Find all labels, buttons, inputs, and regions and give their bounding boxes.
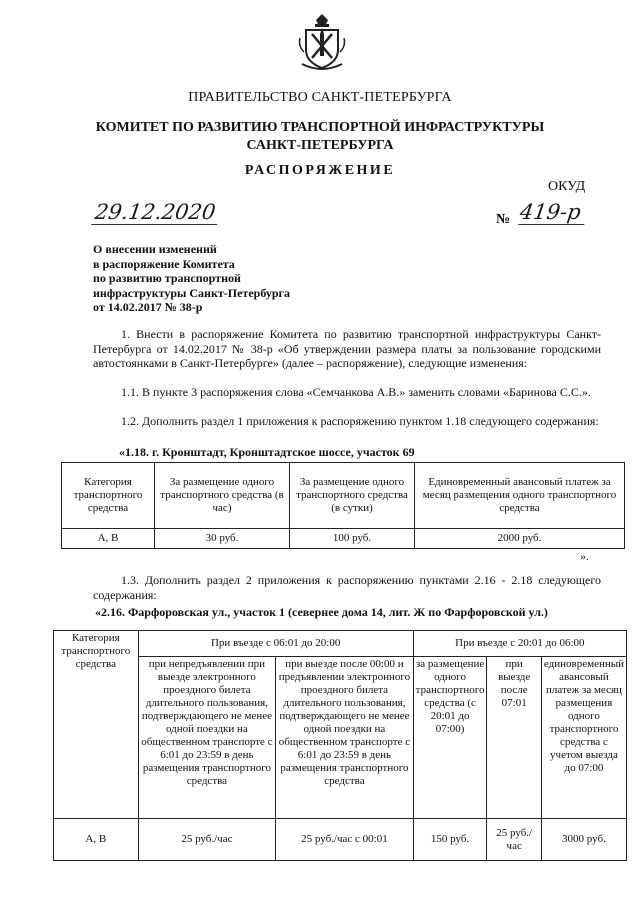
- table2-header-night: При въезде с 20:01 до 06:00: [413, 631, 626, 657]
- tariff-table-2: [53, 630, 627, 861]
- table2-subheader: при непредъявлении при выезде электронного проездного билета длительного пользования, подтверждающего не менее одной поездки на общественном транспорте с 6:01 до 23:59 в день размещения транспортного средства: [138, 657, 276, 819]
- government-name: ПРАВИТЕЛЬСТВО САНКТ-ПЕТЕРБУРГА: [188, 90, 452, 105]
- item-1-18-title: «1.18. г. Кронштадт, Кронштадтское шоссе, участок 69: [119, 445, 415, 459]
- subject-line: в распоряжение Комитета: [93, 256, 235, 271]
- order-number: 419-р: [518, 200, 588, 225]
- table1-header-hourly: За размещение одного транспортного средства (в час): [155, 463, 290, 529]
- table1-header-daily: За размещение одного транспортного средства (в сутки): [290, 463, 415, 529]
- table2-subheader: при выезде после 07:01: [487, 657, 541, 819]
- number-sign: №: [496, 212, 511, 227]
- table1-cell: 100 руб.: [290, 529, 415, 549]
- subject-line: от 14.02.2017 № 38-р: [93, 300, 203, 315]
- table2-header-day: При въезде с 06:01 до 20:00: [138, 631, 413, 657]
- paragraph-1-3: 1.3. Дополнить раздел 2 приложения к распоряжению пунктами 2.16 - 2.18 следующего содержания:: [93, 573, 601, 602]
- committee-line-1: КОМИТЕТ ПО РАЗВИТИЮ ТРАНСПОРТНОЙ ИНФРАСТРУКТУРЫ: [95, 120, 545, 135]
- closing-quote: ».: [580, 549, 589, 563]
- order-subject: [93, 242, 353, 315]
- table2-cell: 150 руб.: [413, 819, 487, 861]
- table1-header-monthly: Единовременный авансовый платеж за месяц размещения одного транспортного средства: [415, 463, 625, 529]
- order-date: 29.12.2020: [91, 200, 221, 225]
- order-title: РАСПОРЯЖЕНИЕ: [244, 163, 396, 178]
- committee-name: [0, 119, 640, 155]
- table1-header-category: Категория транспортного средства: [62, 463, 155, 529]
- committee-line-2: САНКТ-ПЕТЕРБУРГА: [246, 138, 394, 153]
- table2-cell: 25 руб./час с 00:01: [276, 819, 414, 861]
- table1-cell: А, В: [62, 529, 155, 549]
- table1-cell: 30 руб.: [155, 529, 290, 549]
- okud-label: ОКУД: [548, 179, 586, 194]
- coat-of-arms-icon: [298, 12, 346, 74]
- table2-subheader: единовременный авансовый платеж за месяц размещения одного транспортного средства с учетом выезда до 07:00: [541, 657, 626, 819]
- tariff-table-1: [61, 462, 625, 549]
- subject-line: инфраструктуры Санкт-Петербурга: [93, 285, 290, 300]
- subject-line: по развитию транспортной: [93, 271, 241, 286]
- item-2-16-title: «2.16. Фарфоровская ул., участок 1 (севернее дома 14, лит. Ж по Фарфоровской ул.): [95, 605, 548, 619]
- table2-cell: 3000 руб.: [541, 819, 626, 861]
- subject-line: О внесении изменений: [93, 242, 217, 256]
- table2-subheader: при выезде после 00:00 и предъявлении электронного проездного билета длительного пользования, подтверждающего не менее одной поездки на общественном транспорте с 6:01 до 23:59 в день размещения транспортного средства: [276, 657, 414, 819]
- table2-cell: 25 руб./час: [487, 819, 541, 861]
- table2-header-category: Категория транспортного средства: [54, 631, 139, 819]
- table2-cell: А, В: [54, 819, 139, 861]
- paragraph-1-2: 1.2. Дополнить раздел 1 приложения к распоряжению пунктом 1.18 следующего содержания:: [121, 414, 599, 428]
- paragraph-1-1: 1.1. В пункте 3 распоряжения слова «Семчанкова А.В.» заменить словами «Баринова С.С.».: [121, 385, 591, 399]
- table2-cell: 25 руб./час: [138, 819, 276, 861]
- paragraph-1: 1. Внести в распоряжение Комитета по развитию транспортной инфраструктуры Санкт-Петербурга от 14.02.2017 № 38-р «Об утверждении размера платы за пользование городскими автостоянками в Санкт-Петербурге» (далее – распоряжение), следующие изменения:: [93, 327, 601, 370]
- table1-cell: 2000 руб.: [415, 529, 625, 549]
- table2-subheader: за размещение одного транспортного средства (с 20:01 до 07:00): [413, 657, 487, 819]
